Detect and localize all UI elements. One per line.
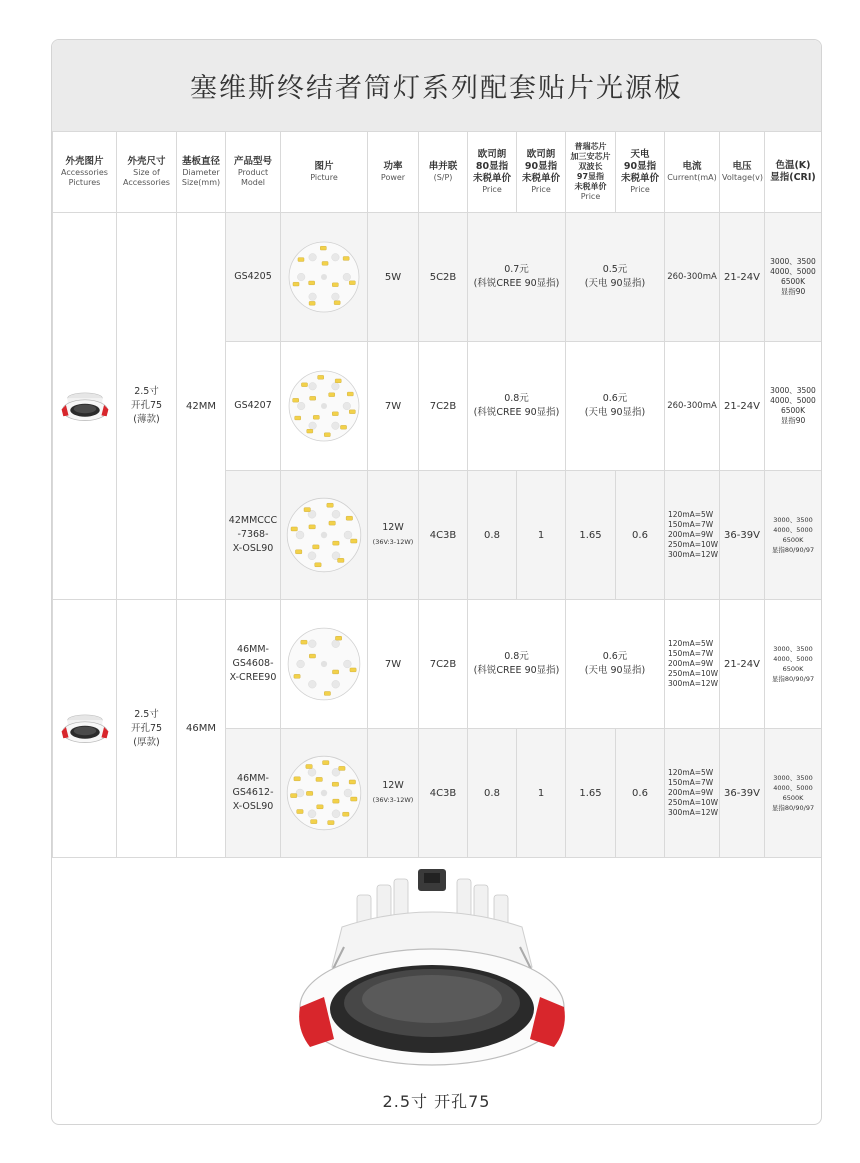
- led-chip: [350, 668, 356, 672]
- sp-cell: 4C3B: [419, 729, 468, 858]
- header-voltage: 电压 Voltage(v): [720, 132, 765, 213]
- price-tiandian-merged-cell: 0.5元 (天电 90显指): [566, 213, 665, 342]
- model-cell: GS4207: [226, 342, 281, 471]
- led-chip: [306, 765, 312, 769]
- header-osram80: 欧司朗 80显指 未税单价 Price: [468, 132, 517, 213]
- price-osram80-cell: 0.8: [468, 729, 517, 858]
- led-chip: [316, 777, 322, 781]
- diameter-cell: 46MM: [177, 600, 226, 858]
- pcb-board-image: [286, 368, 362, 444]
- led-chip: [301, 383, 307, 387]
- product-showcase: [52, 857, 821, 1124]
- price-tiandian-cell: 0.6: [616, 471, 665, 600]
- cct-cell: 3000、3500 4000、5000 6500K 显指90: [765, 213, 822, 342]
- sp-cell: 5C2B: [419, 213, 468, 342]
- table-row: [53, 600, 822, 729]
- power-cell: 12W (36V:3-12W): [368, 471, 419, 600]
- pcb-board-image: [286, 239, 362, 315]
- led-chip: [317, 805, 323, 809]
- price-osram-merged-cell: 0.8元 (科锐CREE 90显指): [468, 600, 566, 729]
- model-cell: 42MMCCC -7368- X-OSL90: [226, 471, 281, 600]
- pcb-picture-cell: [281, 213, 368, 342]
- led-chip: [332, 670, 338, 674]
- pcb-picture-cell: [281, 342, 368, 471]
- header-osram90: 欧司朗 90显指 未税单价 Price: [517, 132, 566, 213]
- housing-picture-cell: [53, 600, 117, 858]
- power-cell: 5W: [368, 213, 419, 342]
- power-cell: 7W: [368, 600, 419, 729]
- led-chip: [295, 416, 301, 420]
- led-chip: [293, 282, 299, 286]
- header-current: 电流 Current(mA): [665, 132, 720, 213]
- price-tiandian-cell: 0.6: [616, 729, 665, 858]
- led-chip: [333, 799, 339, 803]
- pcb-picture-cell: [281, 471, 368, 600]
- header-accessories-pictures: 外壳图片 Accessories Pictures: [53, 132, 117, 213]
- downlight-housing-thin-image: [59, 385, 111, 425]
- sp-cell: 4C3B: [419, 471, 468, 600]
- header-power: 功率 Power: [368, 132, 419, 213]
- housing-size-cell: 2.5寸 开孔75 (厚款): [117, 600, 177, 858]
- pcb-board-image: [284, 753, 364, 833]
- header-size: 外壳尺寸 Size of Accessories: [117, 132, 177, 213]
- price-osram80-cell: 0.8: [468, 471, 517, 600]
- led-chip: [304, 508, 310, 512]
- led-chip: [313, 545, 319, 549]
- header-model: 产品型号 Product Model: [226, 132, 281, 213]
- led-chip: [295, 550, 301, 554]
- diameter-cell: 42MM: [177, 213, 226, 600]
- pcb-board-image: [285, 625, 363, 703]
- header-puri: 普瑞芯片 加三安芯片 双波长 97显指 未税单价 Price: [566, 132, 616, 213]
- current-cell: 260-300mA: [665, 342, 720, 471]
- led-chip: [349, 281, 355, 285]
- title-bar: [52, 40, 821, 131]
- led-chip: [297, 810, 303, 814]
- led-chip: [294, 674, 300, 678]
- cct-cell: 3000、3500 4000、5000 6500K 显指80/90/97: [765, 471, 822, 600]
- voltage-cell: 21-24V: [720, 600, 765, 729]
- led-chip: [313, 415, 319, 419]
- pcb-board-image: [284, 495, 364, 575]
- header-picture: 图片 Picture: [281, 132, 368, 213]
- housing-picture-cell: [53, 213, 117, 600]
- led-chip: [291, 527, 297, 531]
- price-osram90-cell: 1: [517, 729, 566, 858]
- cct-cell: 3000、3500 4000、5000 6500K 显指80/90/97: [765, 729, 822, 858]
- led-chip: [309, 525, 315, 529]
- price-tiandian-merged-cell: 0.6元 (天电 90显指): [566, 600, 665, 729]
- led-chip: [309, 301, 315, 305]
- housing-size-cell: 2.5寸 开孔75 (薄款): [117, 213, 177, 600]
- led-chip: [349, 410, 355, 414]
- sp-cell: 7C2B: [419, 600, 468, 729]
- power-cell: 7W: [368, 342, 419, 471]
- table-row: [53, 213, 822, 342]
- led-chip: [327, 503, 333, 507]
- voltage-cell: 21-24V: [720, 213, 765, 342]
- price-tiandian-merged-cell: 0.6元 (天电 90显指): [566, 342, 665, 471]
- led-chip: [310, 396, 316, 400]
- header-tiandian: 天电 90显指 未税单价 Price: [616, 132, 665, 213]
- led-chip: [339, 766, 345, 770]
- led-chip: [307, 429, 313, 433]
- model-cell: 46MM- GS4612- X-OSL90: [226, 729, 281, 858]
- price-puri-cell: 1.65: [566, 471, 616, 600]
- led-chip: [335, 636, 341, 640]
- led-chip: [311, 820, 317, 824]
- led-chip: [309, 654, 315, 658]
- led-chip: [351, 797, 357, 801]
- spec-table: [52, 131, 822, 858]
- led-chip: [329, 521, 335, 525]
- header-row: [53, 132, 822, 213]
- led-chip: [309, 281, 315, 285]
- price-osram-merged-cell: 0.7元 (科锐CREE 90显指): [468, 213, 566, 342]
- power-cell: 12W (36V:3-12W): [368, 729, 419, 858]
- voltage-cell: 21-24V: [720, 342, 765, 471]
- cct-cell: 3000、3500 4000、5000 6500K 显指80/90/97: [765, 600, 822, 729]
- led-chip: [324, 433, 330, 437]
- led-chip: [343, 257, 349, 261]
- led-chip: [343, 812, 349, 816]
- sp-cell: 7C2B: [419, 342, 468, 471]
- price-puri-cell: 1.65: [566, 729, 616, 858]
- led-chip: [298, 258, 304, 262]
- current-cell: 120mA=5W 150mA=7W 200mA=9W 250mA=10W 300mA=12W: [665, 729, 720, 858]
- led-chip: [347, 392, 353, 396]
- led-chip: [306, 791, 312, 795]
- led-chip: [338, 558, 344, 562]
- header-diameter: 基板直径 Diameter Size(mm): [177, 132, 226, 213]
- voltage-cell: 36-39V: [720, 471, 765, 600]
- downlight-product-image: [52, 857, 821, 1082]
- current-cell: 260-300mA: [665, 213, 720, 342]
- header-sp: 串并联 (S/P): [419, 132, 468, 213]
- led-chip: [340, 425, 346, 429]
- led-chip: [332, 412, 338, 416]
- pcb-picture-cell: [281, 600, 368, 729]
- current-cell: 120mA=5W 150mA=7W 200mA=9W 250mA=10W 300mA=12W: [665, 600, 720, 729]
- voltage-cell: 36-39V: [720, 729, 765, 858]
- product-caption: 2.5寸 开孔75: [382, 1092, 491, 1111]
- pcb-picture-cell: [281, 729, 368, 858]
- led-chip: [322, 261, 328, 265]
- led-chip: [349, 780, 355, 784]
- led-chip: [324, 691, 330, 695]
- led-chip: [346, 516, 352, 520]
- page-title: 塞维斯终结者筒灯系列配套贴片光源板: [190, 73, 683, 104]
- led-chip: [315, 563, 321, 567]
- cct-cell: 3000、3500 4000、5000 6500K 显指90: [765, 342, 822, 471]
- led-chip: [335, 379, 341, 383]
- led-chip: [332, 283, 338, 287]
- led-chip: [328, 821, 334, 825]
- price-osram90-cell: 1: [517, 471, 566, 600]
- led-chip: [329, 393, 335, 397]
- led-chip: [323, 761, 329, 765]
- downlight-housing-thick-image: [59, 707, 111, 747]
- model-cell: GS4205: [226, 213, 281, 342]
- model-cell: 46MM- GS4608- X-CREE90: [226, 600, 281, 729]
- led-chip: [291, 794, 297, 798]
- led-chip: [293, 398, 299, 402]
- led-chip: [318, 375, 324, 379]
- current-cell: 120mA=5W 150mA=7W 200mA=9W 250mA=10W 300mA=12W: [665, 471, 720, 600]
- led-chip: [334, 301, 340, 305]
- price-osram-merged-cell: 0.8元 (科锐CREE 90显指): [468, 342, 566, 471]
- led-chip: [333, 541, 339, 545]
- led-chip: [351, 539, 357, 543]
- spec-sheet-card: [51, 39, 822, 1125]
- header-cct: 色温(K) 显指(CRI): [765, 132, 822, 213]
- led-chip: [301, 640, 307, 644]
- led-chip: [294, 777, 300, 781]
- led-chip: [320, 246, 326, 250]
- led-chip: [332, 782, 338, 786]
